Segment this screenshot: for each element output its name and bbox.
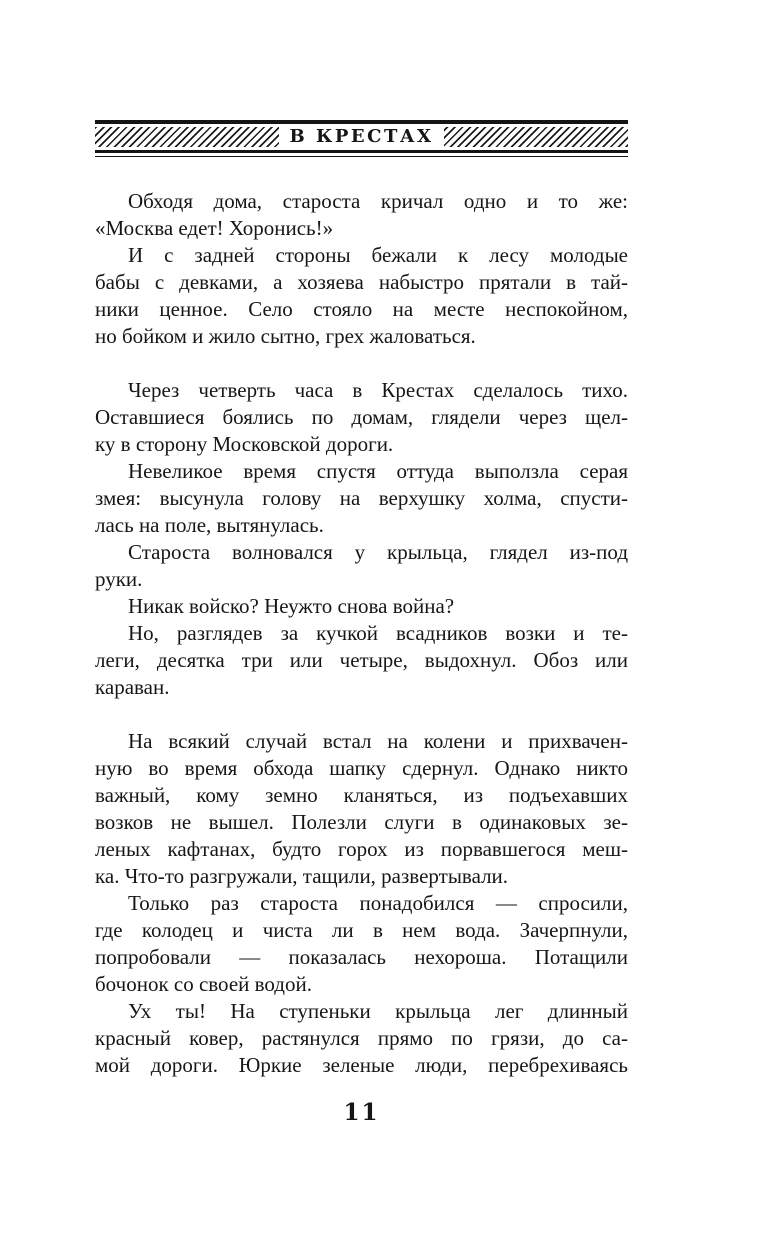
text-line: важный, кому земно кланяться, из подъехавших <box>95 783 628 807</box>
text-line: Никак войско? Неужто снова война? <box>128 594 455 618</box>
header-thin-rule <box>95 156 628 158</box>
text-line: Ух ты! На ступеньки крыльца лег длинный <box>128 999 628 1023</box>
text-line: Только раз староста понадобился — спросили, <box>128 891 628 915</box>
header-bottom-rule <box>95 150 628 154</box>
text-line: попробовали — показалась нехороша. Потащили <box>95 945 628 969</box>
text-section <box>95 188 628 350</box>
text-line: леги, десятка три или четыре, выдохнул. Обоз или <box>95 648 628 672</box>
text-line: бочонок со своей водой. <box>95 972 312 996</box>
text-line: Невеликое время спустя оттуда выползла серая <box>128 459 628 483</box>
body-text <box>95 188 628 1079</box>
text-line: Через четверть часа в Крестах сделалось тихо. <box>128 378 628 402</box>
text-line: леных кафтанах, будто горох из порвавшегося меш- <box>95 837 628 861</box>
text-line: но бойком и жило сытно, грех жаловаться. <box>95 324 476 348</box>
text-line: мой дороги. Юркие зеленые люди, перебрехиваясь <box>95 1053 628 1077</box>
text-line: ку в сторону Московской дороги. <box>95 432 394 456</box>
header-hatch-band <box>95 127 628 147</box>
page-number: 11 <box>343 1099 380 1126</box>
text-line: возков не вышел. Полезли слуги в одинаковых зе- <box>95 810 628 834</box>
header-top-rule <box>95 120 628 124</box>
text-line: Староста волновался у крыльца, глядел из-под <box>128 540 628 564</box>
text-line: Оставшиеся боялись по домам, глядели через щел- <box>95 405 628 429</box>
paragraph <box>95 242 628 350</box>
text-line: руки. <box>95 567 143 591</box>
text-line: «Москва едет! Хоронись!» <box>95 216 334 240</box>
text-line: караван. <box>95 675 170 699</box>
text-line: На всякий случай встал на колени и прихвачен- <box>128 729 628 753</box>
paragraph <box>95 890 628 998</box>
text-line: ники ценное. Село стояло на месте неспокойном, <box>95 297 628 321</box>
paragraph <box>95 188 628 242</box>
paragraph <box>95 728 628 890</box>
chapter-header <box>95 120 628 157</box>
text-line: Обходя дома, староста кричал одно и то же: <box>128 189 628 213</box>
paragraph <box>95 539 628 593</box>
text-line: лась на поле, вытянулась. <box>95 513 324 537</box>
text-line: ка. Что-то разгружали, тащили, развертывали. <box>95 864 509 888</box>
paragraph <box>95 377 628 458</box>
chapter-title: В КРЕСТАХ <box>279 126 445 148</box>
paragraph <box>95 458 628 539</box>
text-line: красный ковер, растянулся прямо по грязи, до са- <box>95 1026 628 1050</box>
page-footer <box>95 1099 628 1126</box>
text-line: змея: высунула голову на верхушку холма, спусти- <box>95 486 628 510</box>
text-line: ную во время обхода шапку сдернул. Однако никто <box>95 756 628 780</box>
paragraph <box>95 593 628 620</box>
paragraph <box>95 620 628 701</box>
text-line: Но, разглядев за кучкой всадников возки и те- <box>128 621 628 645</box>
text-section <box>95 377 628 701</box>
text-line: где колодец и чиста ли в нем вода. Зачерпнули, <box>95 918 628 942</box>
text-line: И с задней стороны бежали к лесу молодые <box>128 243 628 267</box>
paragraph <box>95 998 628 1079</box>
text-line: бабы с девками, а хозяева набыстро прятали в тай- <box>95 270 628 294</box>
text-section <box>95 728 628 1079</box>
